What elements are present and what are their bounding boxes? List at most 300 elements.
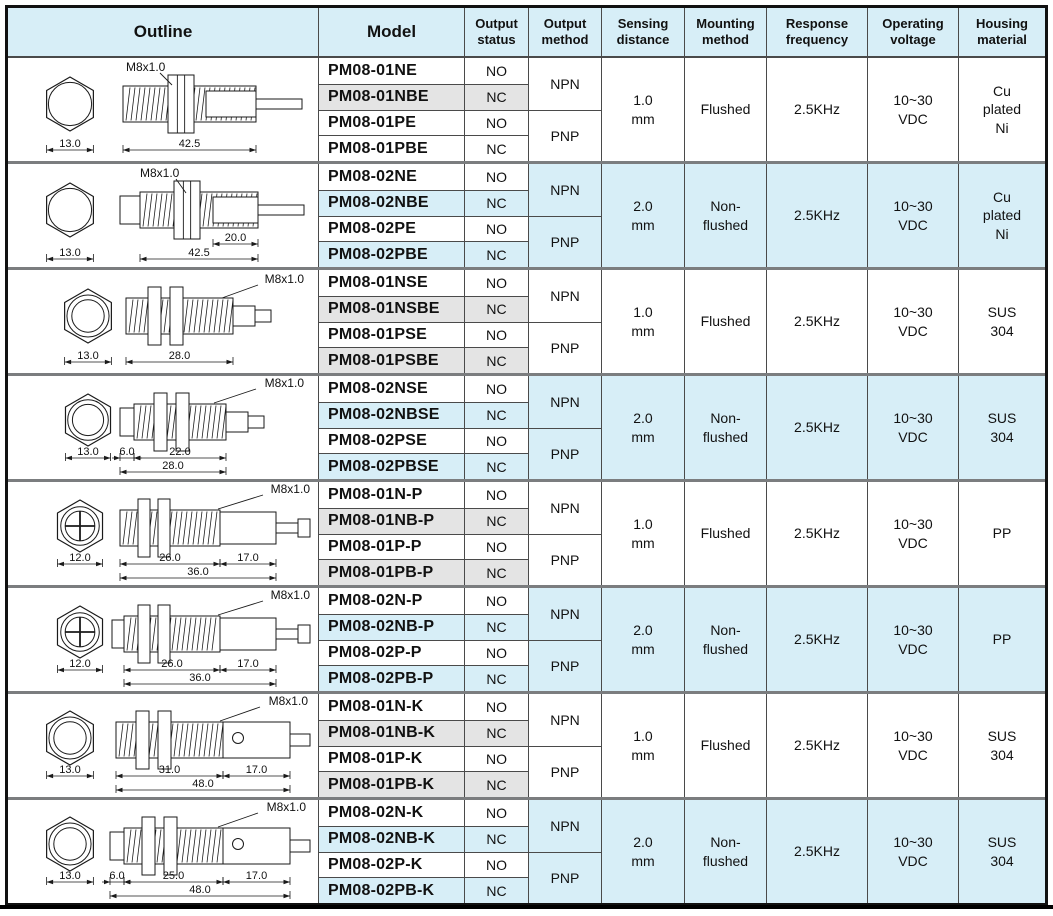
svg-text:13.0: 13.0 (59, 870, 81, 882)
output-status-value: NC (486, 352, 507, 369)
response-value: 2.5KHz (794, 313, 840, 330)
voltage-value: 10~30 (893, 92, 933, 109)
model-name: PM08-02NB-P (328, 618, 435, 636)
output-method-cell (528, 640, 601, 692)
output-status-value: NC (486, 670, 507, 687)
output-status-cell (464, 347, 528, 373)
svg-text:36.0: 36.0 (189, 672, 211, 684)
sensing-value: 1.0 (633, 728, 653, 745)
model-cell (318, 588, 464, 614)
output-status-value: NC (486, 619, 507, 636)
model-cell (318, 665, 464, 691)
model-cell (318, 877, 464, 903)
response-cell (766, 588, 867, 691)
model-name: PM08-02PE (328, 219, 417, 237)
output-method-cell (528, 322, 601, 374)
mounting-value: Non- (710, 834, 741, 851)
response-cell (766, 800, 867, 903)
sensing-value: 2.0 (633, 410, 653, 427)
voltage-value: VDC (898, 746, 928, 763)
housing-value: SUS (987, 834, 1017, 851)
output-status-cell (464, 508, 528, 534)
output-status-cell (464, 216, 528, 242)
mounting-value: Non- (710, 622, 741, 639)
housing-cell (958, 800, 1045, 903)
output-status-value: NO (486, 804, 507, 821)
sensing-value: mm (631, 746, 655, 763)
header-label: material (977, 32, 1027, 47)
housing-cell (958, 58, 1045, 161)
voltage-value: 10~30 (893, 516, 933, 533)
header-col-sensing-distance (601, 8, 684, 56)
output-status-value: NC (486, 89, 507, 106)
header-label: Mounting (696, 16, 755, 32)
output-method-value: PNP (550, 657, 580, 674)
output-method-cell (528, 588, 601, 640)
output-method-cell (528, 58, 601, 110)
model-name: PM08-01NBE (328, 88, 429, 106)
output-status-cell (464, 665, 528, 691)
svg-text:M8x1.0: M8x1.0 (264, 272, 304, 286)
model-name: PM08-01NSBE (328, 300, 440, 318)
model-cell (318, 135, 464, 161)
mounting-value: Flushed (700, 525, 751, 542)
header-label: Output (475, 16, 518, 32)
model-name: PM08-01PSBE (328, 351, 439, 369)
model-cell (318, 640, 464, 666)
svg-text:31.0: 31.0 (158, 764, 181, 776)
output-status-value: NO (486, 114, 507, 131)
sensing-value: 2.0 (633, 198, 653, 215)
voltage-cell (867, 800, 958, 903)
housing-cell (958, 270, 1045, 373)
output-status-value: NO (486, 750, 507, 767)
housing-value: 304 (990, 746, 1014, 763)
svg-text:M8x1.0: M8x1.0 (268, 694, 308, 708)
model-cell (318, 402, 464, 428)
voltage-cell (867, 58, 958, 161)
housing-value: Cu (993, 82, 1011, 99)
output-status-cell (464, 428, 528, 454)
model-name: PM08-01NE (328, 61, 417, 79)
output-method-value: NPN (550, 75, 580, 92)
voltage-value: 10~30 (893, 410, 933, 427)
voltage-value: 10~30 (893, 304, 933, 321)
output-status-value: NC (486, 246, 507, 263)
response-value: 2.5KHz (794, 737, 840, 754)
outline-drawing-svg (8, 588, 318, 691)
sensing-cell (601, 270, 684, 373)
spec-group-6 (8, 585, 1045, 691)
housing-cell (958, 164, 1045, 267)
mounting-value: Flushed (700, 313, 751, 330)
model-cell (318, 482, 464, 508)
output-status-value: NC (486, 195, 507, 212)
mounting-value: Flushed (700, 101, 751, 118)
sensing-value: mm (631, 322, 655, 339)
output-status-value: NO (486, 856, 507, 873)
sensing-cell (601, 164, 684, 267)
svg-text:42.5: 42.5 (178, 138, 201, 150)
header-label: Operating (882, 16, 944, 32)
response-value: 2.5KHz (794, 101, 840, 118)
outline-drawing-svg (8, 482, 318, 585)
output-method-value: NPN (550, 181, 580, 198)
voltage-value: VDC (898, 216, 928, 233)
housing-value: plated (982, 101, 1022, 118)
sensing-value: 2.0 (633, 622, 653, 639)
output-status-cell (464, 852, 528, 878)
voltage-value: 10~30 (893, 728, 933, 745)
spec-group-8 (8, 797, 1045, 903)
output-status-value: NO (486, 220, 507, 237)
svg-text:M8x1.0: M8x1.0 (266, 800, 306, 814)
output-status-value: NC (486, 407, 507, 424)
output-method-value: NPN (550, 711, 580, 728)
voltage-value: VDC (898, 428, 928, 445)
output-status-cell (464, 640, 528, 666)
outline-drawing-svg (8, 270, 318, 373)
model-name: PM08-01P-P (328, 537, 422, 555)
svg-text:17.0: 17.0 (245, 764, 268, 776)
output-status-cell (464, 482, 528, 508)
model-cell (318, 58, 464, 84)
voltage-cell (867, 270, 958, 373)
mounting-value: Non- (710, 198, 741, 215)
output-status-value: NO (486, 62, 507, 79)
voltage-value: 10~30 (893, 834, 933, 851)
model-name: PM08-01PBE (328, 139, 428, 157)
output-status-cell (464, 84, 528, 110)
response-value: 2.5KHz (794, 843, 840, 860)
model-cell (318, 720, 464, 746)
output-status-value: NC (486, 564, 507, 581)
voltage-value: VDC (898, 640, 928, 657)
page-divider-line (0, 905, 1053, 909)
header-label: status (477, 32, 516, 47)
voltage-cell (867, 588, 958, 691)
model-cell (318, 296, 464, 322)
output-status-value: NC (486, 882, 507, 899)
svg-text:36.0: 36.0 (187, 566, 209, 578)
mounting-cell (684, 58, 766, 161)
svg-text:12.0: 12.0 (69, 552, 91, 564)
model-name: PM08-01NSE (328, 273, 428, 291)
model-cell (318, 746, 464, 772)
header-col-operating-voltage (867, 8, 958, 56)
housing-value: 304 (990, 428, 1014, 445)
voltage-value: VDC (898, 110, 928, 127)
header-col-output-method (528, 8, 601, 56)
sensing-value: 1.0 (633, 304, 653, 321)
mounting-cell (684, 164, 766, 267)
model-name: PM08-01N-K (328, 697, 424, 715)
output-method-cell (528, 376, 601, 428)
header-label: Response (785, 16, 849, 32)
model-name: PM08-02N-K (328, 803, 424, 821)
output-status-cell (464, 135, 528, 161)
model-name: PM08-02NBSE (328, 406, 440, 424)
svg-text:48.0: 48.0 (189, 884, 211, 896)
voltage-cell (867, 164, 958, 267)
output-status-cell (464, 877, 528, 903)
mounting-cell (684, 800, 766, 903)
model-name: PM08-01N-P (328, 485, 423, 503)
mounting-cell (684, 270, 766, 373)
header-col-output-status (464, 8, 528, 56)
svg-text:28.0: 28.0 (168, 350, 191, 362)
output-status-cell (464, 376, 528, 402)
model-name: PM08-02NBE (328, 194, 429, 212)
model-cell (318, 84, 464, 110)
model-name: PM08-01P-K (328, 749, 423, 767)
model-cell (318, 216, 464, 242)
spec-table (5, 5, 1048, 906)
svg-text:28.0: 28.0 (162, 460, 184, 472)
svg-text:17.0: 17.0 (237, 552, 259, 564)
response-value: 2.5KHz (794, 525, 840, 542)
model-cell (318, 852, 464, 878)
output-status-cell (464, 164, 528, 190)
model-name: PM08-02NB-K (328, 830, 436, 848)
output-status-cell (464, 771, 528, 797)
mounting-value: flushed (702, 428, 749, 445)
model-name: PM08-02PBE (328, 245, 428, 263)
table-header-row (8, 8, 1045, 58)
outline-drawing-svg (8, 376, 318, 479)
output-method-value: NPN (550, 499, 580, 516)
output-method-cell (528, 534, 601, 586)
header-col-model (318, 8, 464, 56)
model-cell (318, 534, 464, 560)
output-status-cell (464, 241, 528, 267)
sensing-value: mm (631, 216, 655, 233)
outline-cell (8, 694, 318, 797)
svg-text:M8x1.0: M8x1.0 (270, 482, 310, 496)
voltage-cell (867, 694, 958, 797)
model-name: PM08-01PSE (328, 325, 427, 343)
output-method-value: PNP (550, 339, 580, 356)
header-col-mounting-method (684, 8, 766, 56)
response-cell (766, 164, 867, 267)
output-status-cell (464, 694, 528, 720)
response-cell (766, 270, 867, 373)
housing-value: Ni (995, 119, 1009, 136)
spec-group-4 (8, 373, 1045, 479)
output-method-cell (528, 428, 601, 480)
model-name: PM08-01PB-P (328, 563, 434, 581)
response-cell (766, 694, 867, 797)
svg-text:26.0: 26.0 (159, 552, 181, 564)
sensing-value: 1.0 (633, 92, 653, 109)
model-cell (318, 190, 464, 216)
model-cell (318, 453, 464, 479)
response-cell (766, 376, 867, 479)
svg-text:M8x1.0: M8x1.0 (140, 166, 180, 180)
output-method-cell (528, 164, 601, 216)
output-status-cell (464, 453, 528, 479)
svg-text:13.0: 13.0 (77, 350, 99, 362)
output-method-value: PNP (550, 869, 580, 886)
sensing-value: mm (631, 534, 655, 551)
svg-text:13.0: 13.0 (59, 138, 81, 150)
spec-group-7 (8, 691, 1045, 797)
voltage-value: VDC (898, 852, 928, 869)
model-name: PM08-02PB-K (328, 881, 435, 899)
housing-value: 304 (990, 322, 1014, 339)
output-method-value: PNP (550, 233, 580, 250)
model-name: PM08-02PSE (328, 431, 427, 449)
svg-text:20.0: 20.0 (224, 232, 247, 244)
output-status-cell (464, 322, 528, 348)
output-status-value: NO (486, 168, 507, 185)
model-cell (318, 270, 464, 296)
output-status-cell (464, 402, 528, 428)
housing-cell (958, 482, 1045, 585)
output-status-cell (464, 826, 528, 852)
output-status-cell (464, 800, 528, 826)
model-cell (318, 376, 464, 402)
svg-text:26.0: 26.0 (161, 658, 183, 670)
model-name: PM08-01NB-K (328, 724, 436, 742)
svg-text:6.0: 6.0 (119, 446, 135, 458)
output-status-value: NO (486, 644, 507, 661)
model-cell (318, 347, 464, 373)
response-cell (766, 482, 867, 585)
response-value: 2.5KHz (794, 207, 840, 224)
output-method-cell (528, 110, 601, 162)
output-status-cell (464, 296, 528, 322)
svg-text:25.0: 25.0 (162, 870, 185, 882)
output-method-value: NPN (550, 817, 580, 834)
voltage-value: VDC (898, 322, 928, 339)
response-value: 2.5KHz (794, 419, 840, 436)
housing-cell (958, 376, 1045, 479)
header-label: Output (543, 16, 587, 32)
model-cell (318, 164, 464, 190)
output-status-value: NC (486, 140, 507, 157)
output-status-value: NC (486, 725, 507, 742)
output-status-value: NO (486, 274, 507, 291)
output-status-cell (464, 534, 528, 560)
header-label: Housing (976, 16, 1028, 32)
sensing-cell (601, 58, 684, 161)
mounting-cell (684, 376, 766, 479)
output-method-value: PNP (550, 445, 580, 462)
outline-drawing-svg (8, 58, 318, 161)
voltage-value: VDC (898, 534, 928, 551)
output-status-value: NC (486, 831, 507, 848)
model-name: PM08-01PB-K (328, 775, 435, 793)
output-status-cell (464, 588, 528, 614)
model-name: PM08-02PB-P (328, 669, 434, 687)
sensing-value: mm (631, 110, 655, 127)
housing-value: plated (982, 207, 1022, 224)
housing-cell (958, 588, 1045, 691)
housing-value: SUS (987, 410, 1017, 427)
output-method-cell (528, 746, 601, 798)
spec-group-1 (8, 58, 1045, 161)
sensing-value: mm (631, 640, 655, 657)
header-col-response-frequency (766, 8, 867, 56)
mounting-value: flushed (702, 640, 749, 657)
output-status-value: NO (486, 380, 507, 397)
outline-cell (8, 164, 318, 267)
model-cell (318, 614, 464, 640)
output-status-cell (464, 110, 528, 136)
output-status-value: NO (486, 486, 507, 503)
housing-cell (958, 694, 1045, 797)
model-name: PM08-02P-P (328, 643, 422, 661)
voltage-cell (867, 482, 958, 585)
model-cell (318, 322, 464, 348)
outline-cell (8, 800, 318, 903)
housing-value: Cu (993, 188, 1011, 205)
output-status-value: NC (486, 776, 507, 793)
header-label: Outline (133, 22, 193, 41)
output-status-value: NO (486, 698, 507, 715)
voltage-value: 10~30 (893, 198, 933, 215)
svg-text:6.0: 6.0 (109, 870, 125, 882)
model-cell (318, 826, 464, 852)
output-method-cell (528, 216, 601, 268)
output-method-cell (528, 694, 601, 746)
housing-value: Ni (995, 225, 1009, 242)
model-cell (318, 800, 464, 826)
svg-text:48.0: 48.0 (192, 778, 214, 790)
header-label: frequency (785, 32, 849, 47)
header-label: method (541, 32, 589, 47)
sensing-cell (601, 376, 684, 479)
svg-text:22.0: 22.0 (169, 446, 191, 458)
output-status-value: NO (486, 326, 507, 343)
output-status-cell (464, 559, 528, 585)
output-status-value: NO (486, 592, 507, 609)
output-status-cell (464, 746, 528, 772)
outline-drawing-svg (8, 164, 318, 267)
output-status-cell (464, 270, 528, 296)
output-method-value: PNP (550, 551, 580, 568)
svg-text:13.0: 13.0 (77, 446, 99, 458)
header-label: Sensing (617, 16, 669, 32)
output-method-value: NPN (550, 605, 580, 622)
output-method-cell (528, 852, 601, 904)
output-status-cell (464, 190, 528, 216)
mounting-cell (684, 694, 766, 797)
header-label: Model (366, 22, 417, 41)
outline-drawing-svg (8, 800, 318, 903)
mounting-value: flushed (702, 852, 749, 869)
svg-text:M8x1.0: M8x1.0 (270, 588, 310, 602)
header-col-housing-material (958, 8, 1045, 56)
sensing-cell (601, 588, 684, 691)
output-status-value: NC (486, 458, 507, 475)
housing-value: PP (992, 525, 1012, 542)
outline-cell (8, 376, 318, 479)
sensing-value: 1.0 (633, 516, 653, 533)
outline-cell (8, 588, 318, 691)
mounting-value: Non- (710, 410, 741, 427)
mounting-cell (684, 482, 766, 585)
model-name: PM08-02PBSE (328, 457, 439, 475)
output-method-value: PNP (550, 763, 580, 780)
response-cell (766, 58, 867, 161)
sensing-value: mm (631, 428, 655, 445)
output-method-value: NPN (550, 287, 580, 304)
model-name: PM08-02N-P (328, 591, 423, 609)
output-method-value: NPN (550, 393, 580, 410)
svg-text:42.5: 42.5 (188, 247, 210, 259)
